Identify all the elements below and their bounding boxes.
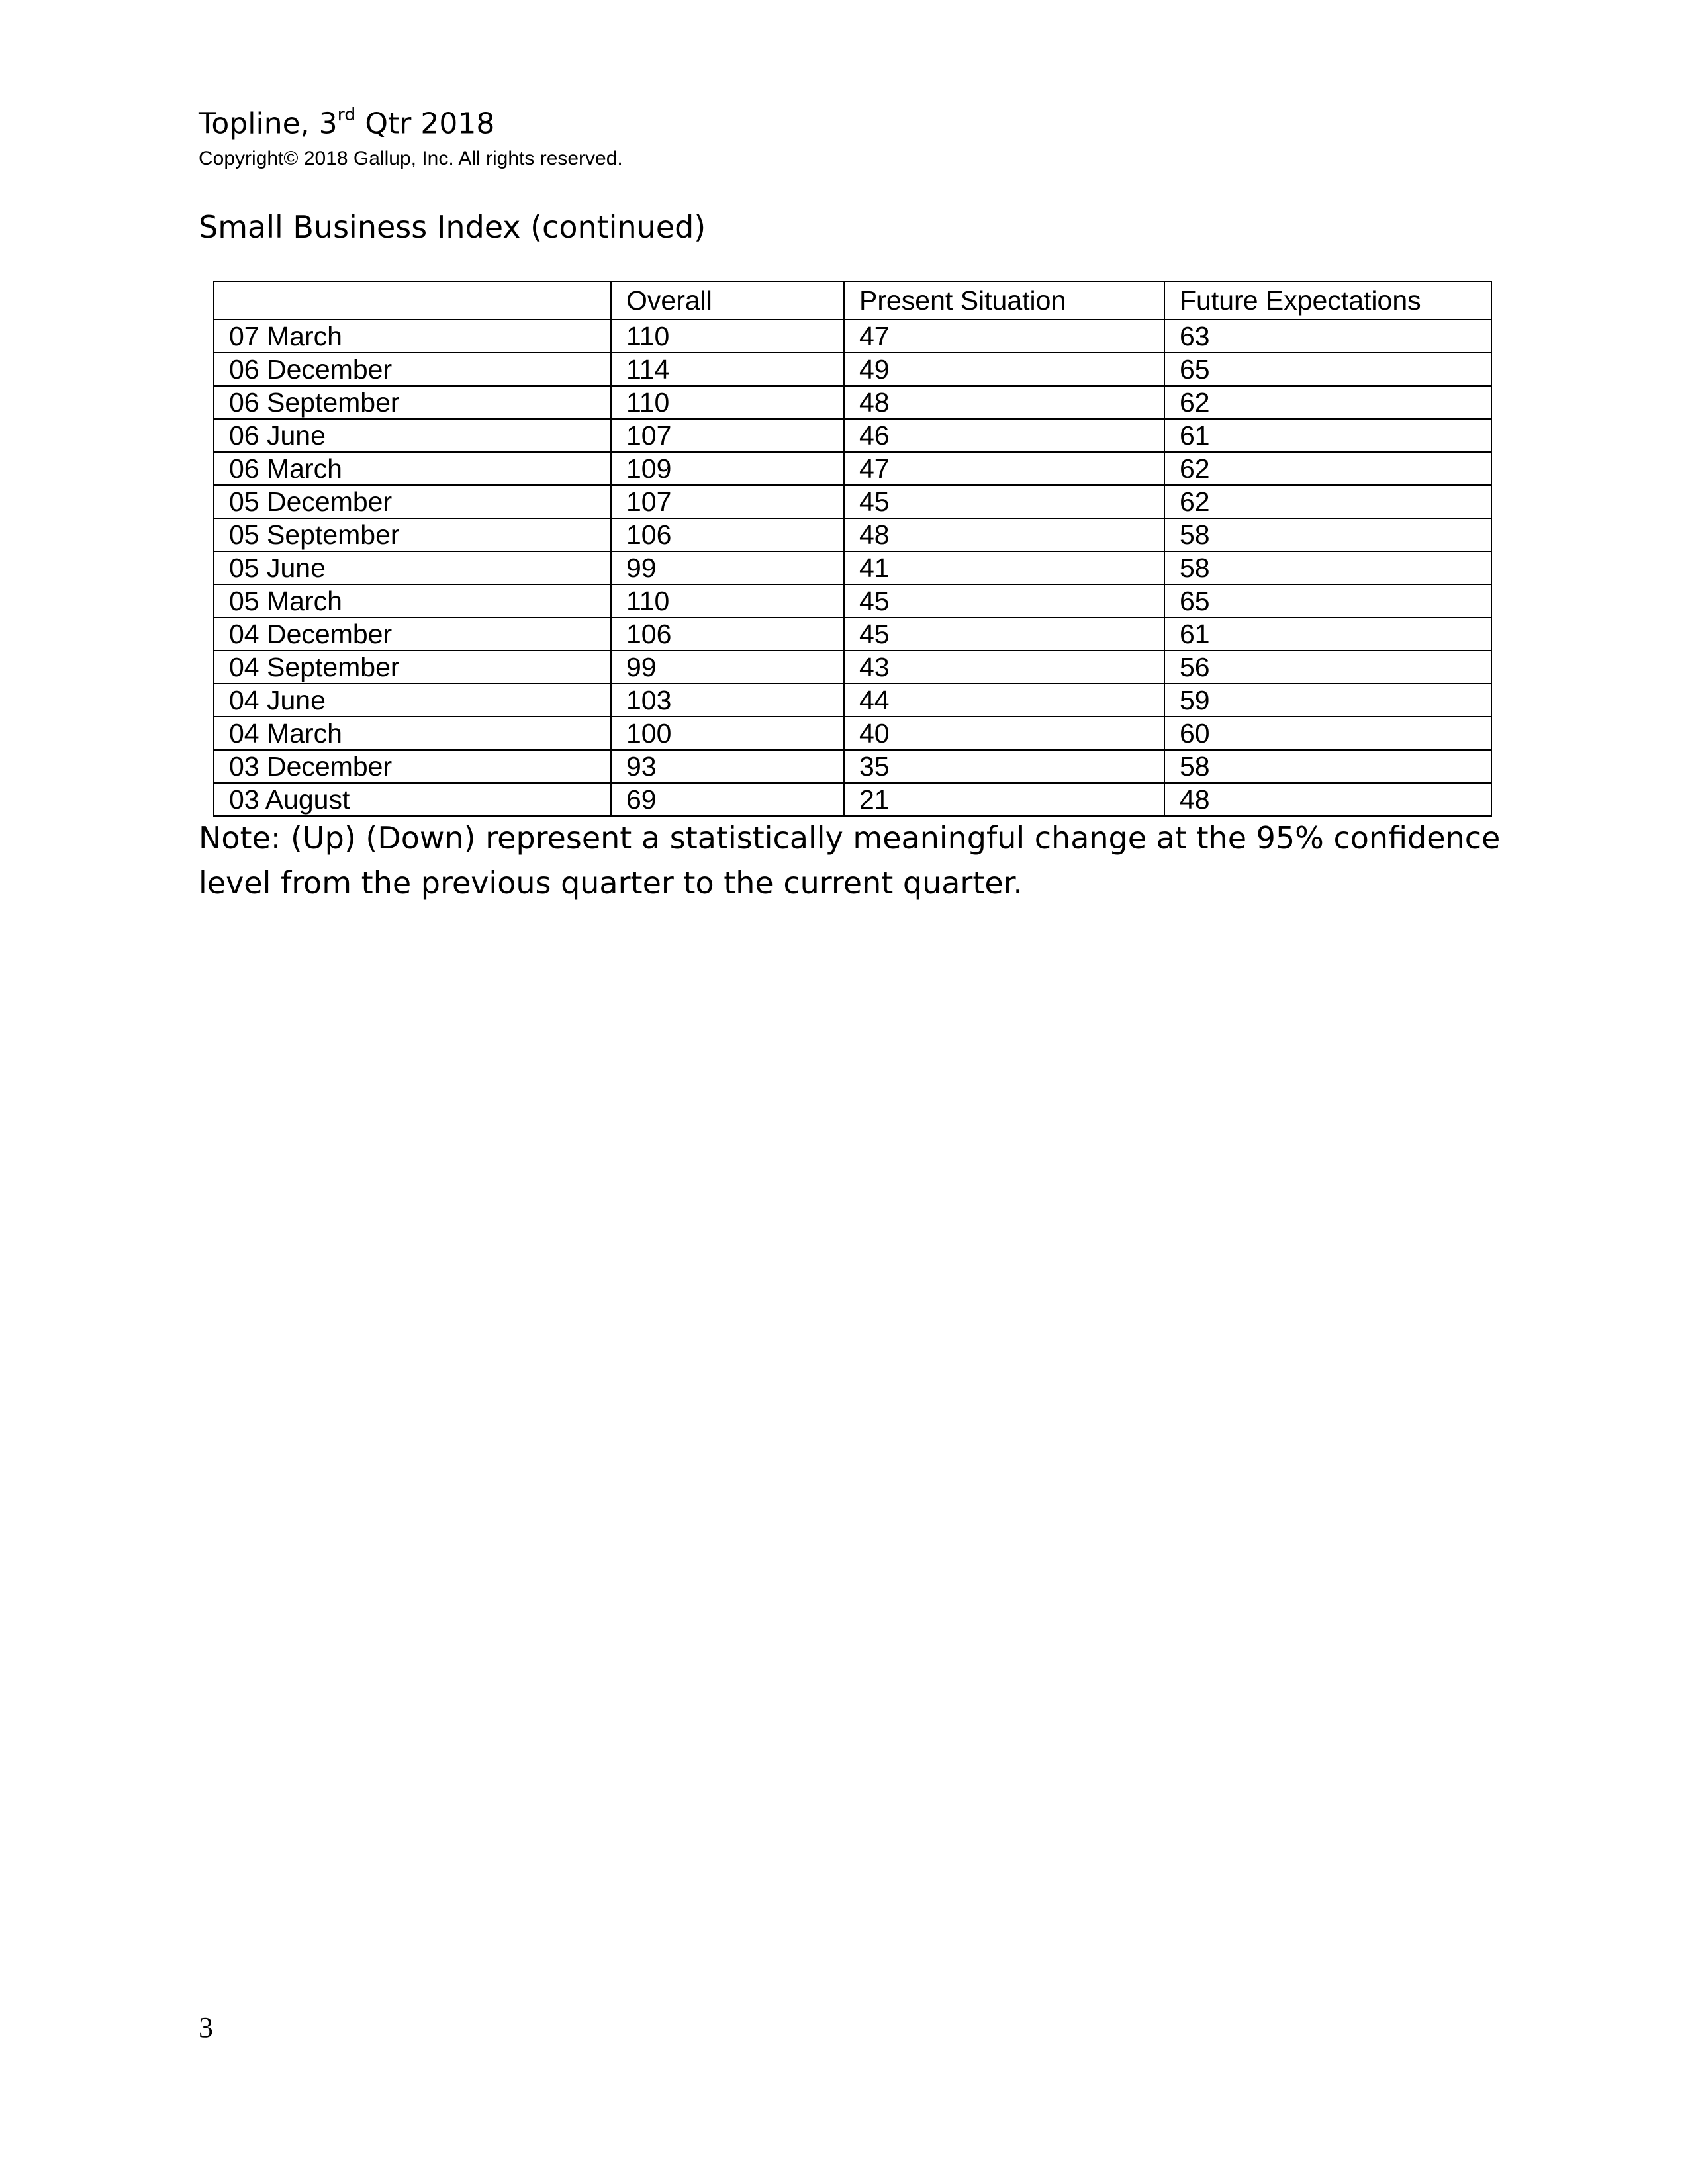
table-row bbox=[214, 485, 1491, 518]
cell-present-situation: 48 bbox=[844, 518, 1164, 551]
cell-overall: 106 bbox=[611, 617, 844, 651]
cell-overall: 114 bbox=[611, 353, 844, 386]
cell-future-expectations: 62 bbox=[1164, 452, 1491, 485]
cell-present-situation: 47 bbox=[844, 320, 1164, 353]
cell-future-expectations: 63 bbox=[1164, 320, 1491, 353]
cell-present-situation: 44 bbox=[844, 684, 1164, 717]
table-row bbox=[214, 452, 1491, 485]
cell-present-situation: 21 bbox=[844, 783, 1164, 816]
cell-period: 03 December bbox=[214, 750, 611, 783]
cell-present-situation: 45 bbox=[844, 617, 1164, 651]
cell-future-expectations: 56 bbox=[1164, 651, 1491, 684]
cell-period: 06 September bbox=[214, 386, 611, 419]
page-number: 3 bbox=[199, 2011, 213, 2044]
cell-period: 05 September bbox=[214, 518, 611, 551]
cell-present-situation: 48 bbox=[844, 386, 1164, 419]
cell-overall: 110 bbox=[611, 584, 844, 617]
cell-future-expectations: 61 bbox=[1164, 419, 1491, 452]
cell-overall: 109 bbox=[611, 452, 844, 485]
cell-period: 06 December bbox=[214, 353, 611, 386]
cell-overall: 110 bbox=[611, 386, 844, 419]
cell-period: 04 March bbox=[214, 717, 611, 750]
small-business-index-table bbox=[213, 281, 1492, 817]
table-row bbox=[214, 419, 1491, 452]
cell-present-situation: 41 bbox=[844, 551, 1164, 584]
cell-overall: 103 bbox=[611, 684, 844, 717]
cell-present-situation: 40 bbox=[844, 717, 1164, 750]
table-row bbox=[214, 651, 1491, 684]
table-row bbox=[214, 386, 1491, 419]
cell-present-situation: 35 bbox=[844, 750, 1164, 783]
cell-period: 04 September bbox=[214, 651, 611, 684]
cell-future-expectations: 62 bbox=[1164, 485, 1491, 518]
cell-present-situation: 43 bbox=[844, 651, 1164, 684]
cell-future-expectations: 65 bbox=[1164, 353, 1491, 386]
report-title-superscript: rd bbox=[337, 105, 356, 125]
table-row bbox=[214, 551, 1491, 584]
table-row bbox=[214, 783, 1491, 816]
section-title: Small Business Index (continued) bbox=[199, 209, 706, 245]
cell-overall: 99 bbox=[611, 551, 844, 584]
cell-future-expectations: 48 bbox=[1164, 783, 1491, 816]
cell-future-expectations: 58 bbox=[1164, 518, 1491, 551]
table-row bbox=[214, 717, 1491, 750]
cell-period: 06 June bbox=[214, 419, 611, 452]
column-header-overall: Overall bbox=[611, 281, 844, 320]
cell-overall: 99 bbox=[611, 651, 844, 684]
table-row bbox=[214, 518, 1491, 551]
cell-future-expectations: 62 bbox=[1164, 386, 1491, 419]
table-row bbox=[214, 684, 1491, 717]
cell-future-expectations: 65 bbox=[1164, 584, 1491, 617]
cell-overall: 93 bbox=[611, 750, 844, 783]
table-body bbox=[214, 320, 1491, 816]
cell-period: 04 December bbox=[214, 617, 611, 651]
table-row bbox=[214, 353, 1491, 386]
table-row bbox=[214, 617, 1491, 651]
cell-overall: 100 bbox=[611, 717, 844, 750]
cell-present-situation: 46 bbox=[844, 419, 1164, 452]
cell-present-situation: 49 bbox=[844, 353, 1164, 386]
cell-overall: 69 bbox=[611, 783, 844, 816]
report-title bbox=[199, 98, 494, 144]
cell-period: 05 March bbox=[214, 584, 611, 617]
cell-period: 07 March bbox=[214, 320, 611, 353]
footnote: Note: (Up) (Down) represent a statistically meaningful change at the 95% confidence level from the previous quarter to the current quarter. bbox=[199, 820, 1501, 901]
column-header-period bbox=[214, 281, 611, 320]
report-title-suffix: Qtr 2018 bbox=[355, 107, 495, 141]
table-row bbox=[214, 320, 1491, 353]
copyright-notice: Copyright© 2018 Gallup, Inc. All rights reserved. bbox=[199, 148, 623, 169]
cell-overall: 107 bbox=[611, 485, 844, 518]
table-row bbox=[214, 750, 1491, 783]
column-header-future-expectations: Future Expectations bbox=[1164, 281, 1491, 320]
cell-period: 03 August bbox=[214, 783, 611, 816]
cell-overall: 107 bbox=[611, 419, 844, 452]
cell-overall: 106 bbox=[611, 518, 844, 551]
cell-future-expectations: 58 bbox=[1164, 551, 1491, 584]
cell-present-situation: 45 bbox=[844, 584, 1164, 617]
column-header-present-situation: Present Situation bbox=[844, 281, 1164, 320]
table-row bbox=[214, 584, 1491, 617]
cell-period: 04 June bbox=[214, 684, 611, 717]
cell-period: 06 March bbox=[214, 452, 611, 485]
cell-future-expectations: 58 bbox=[1164, 750, 1491, 783]
report-title-prefix: Topline, 3 bbox=[199, 107, 338, 141]
cell-period: 05 December bbox=[214, 485, 611, 518]
cell-future-expectations: 61 bbox=[1164, 617, 1491, 651]
cell-present-situation: 47 bbox=[844, 452, 1164, 485]
cell-period: 05 June bbox=[214, 551, 611, 584]
table-header-row bbox=[214, 281, 1491, 320]
cell-present-situation: 45 bbox=[844, 485, 1164, 518]
cell-future-expectations: 59 bbox=[1164, 684, 1491, 717]
cell-overall: 110 bbox=[611, 320, 844, 353]
cell-future-expectations: 60 bbox=[1164, 717, 1491, 750]
